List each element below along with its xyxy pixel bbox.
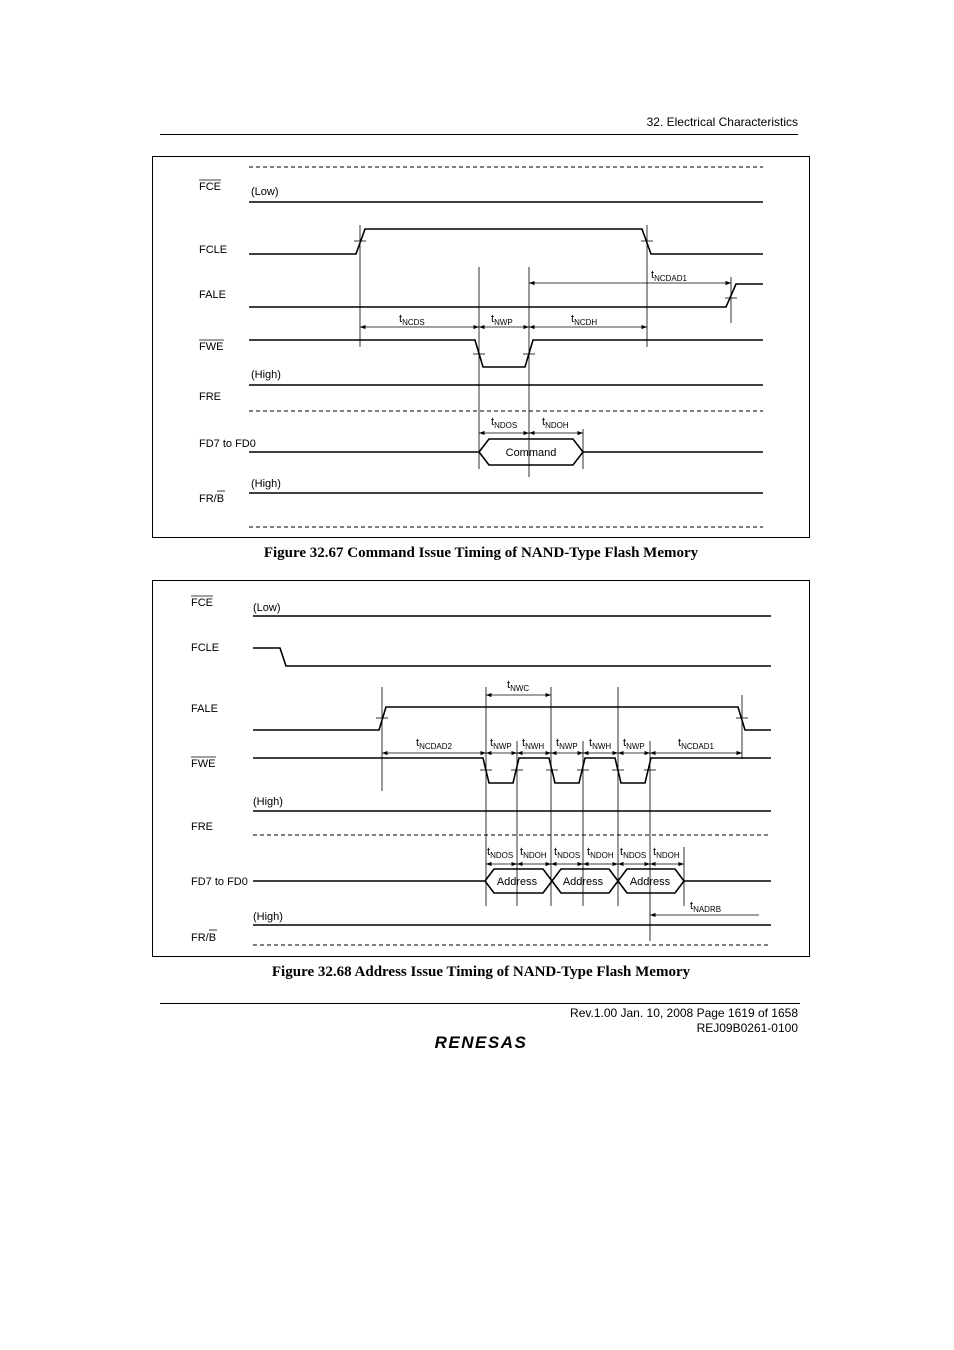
figure-address-issue-timing [152, 580, 810, 957]
timing-label-nwh-2: $t_{NWH}$ [589, 737, 612, 751]
signal-label-fwe: FWE [199, 341, 224, 353]
waveform-fale [249, 284, 763, 307]
timing-label-nwp: $t_{NWP}$ [491, 313, 513, 327]
timing-label-ndoh-3: $t_{NDOH}$ [653, 846, 680, 860]
timing-label-ndos-3: $t_{NDOS}$ [620, 846, 647, 860]
renesas-logo: RENESAS [434, 1033, 528, 1052]
timing-label-nwp-1: $t_{NWP}$ [490, 737, 512, 751]
timing-diagram-address [153, 581, 809, 956]
waveform-fwe [249, 340, 763, 367]
timing-label-ndos-2: $t_{NDOS}$ [554, 846, 581, 860]
timing-label-ncdad1: $t_{NCDAD1}$ [678, 737, 714, 751]
timing-label-ndoh: $t_{NDOH}$ [542, 416, 569, 430]
signal-label-fce: FCE [191, 597, 213, 609]
signal-label-fwe: FWE [191, 758, 216, 770]
timing-diagram-command [153, 157, 809, 537]
state-low-fce: (Low) [253, 602, 281, 614]
figure-command-issue-timing [152, 156, 810, 538]
data-box-address-2-label: Address [562, 876, 604, 888]
page-header: 32. Electrical Characteristics [646, 115, 798, 129]
data-box-command-label: Command [505, 447, 557, 459]
header-rule [160, 134, 798, 135]
signal-label-frb: FR/B [191, 932, 217, 944]
timing-label-ndos: $t_{NDOS}$ [491, 416, 518, 430]
timing-label-nwc: $t_{NWC}$ [507, 679, 530, 693]
figure-2-caption: Figure 32.68 Address Issue Timing of NAND-Type Flash Memory [271, 964, 691, 980]
state-low-fce: (Low) [251, 186, 279, 198]
timing-label-ndos-1: $t_{NDOS}$ [487, 846, 514, 860]
signal-label-fre: FRE [191, 821, 213, 833]
data-box-address-3-label: Address [629, 876, 671, 888]
timing-label-ndoh-2: $t_{NDOH}$ [587, 846, 614, 860]
waveform-fcle [249, 229, 763, 254]
waveform-fale [253, 707, 771, 730]
signal-label-fce: FCE [199, 181, 221, 193]
footer-doc-number: REJ09B0261-0100 [696, 1021, 798, 1035]
timing-label-nwp-3: $t_{NWP}$ [623, 737, 645, 751]
state-high-fre: (High) [251, 369, 281, 381]
waveform-fcle [253, 648, 771, 666]
timing-label-nadrb: $t_{NADRB}$ [690, 900, 722, 914]
state-high-frb: (High) [253, 911, 283, 923]
state-high-fre: (High) [253, 796, 283, 808]
timing-label-ncdad1: $t_{NCDAD1}$ [651, 269, 687, 283]
timing-label-ncdh: $t_{NCDH}$ [571, 313, 598, 327]
signal-label-fre: FRE [199, 391, 221, 403]
signal-label-fale: FALE [191, 703, 218, 715]
footer-rule [160, 1003, 800, 1004]
timing-label-ndoh-1: $t_{NDOH}$ [520, 846, 547, 860]
timing-label-ncds: $t_{NCDS}$ [399, 313, 425, 327]
timing-label-nwp-2: $t_{NWP}$ [556, 737, 578, 751]
signal-label-frb: FR/B [199, 493, 225, 505]
signal-label-fcle: FCLE [191, 642, 220, 654]
data-box-address-1-label: Address [496, 876, 538, 888]
timing-label-ncdad2: $t_{NCDAD2}$ [416, 737, 452, 751]
timing-label-nwh-1: $t_{NWH}$ [522, 737, 545, 751]
signal-label-fd: FD7 to FD0 [199, 438, 256, 450]
state-high-frb: (High) [251, 478, 281, 490]
footer-revision: Rev.1.00 Jan. 10, 2008 Page 1619 of 1658 [570, 1006, 798, 1020]
signal-label-fale: FALE [199, 289, 226, 301]
signal-label-fd: FD7 to FD0 [191, 876, 248, 888]
figure-1-caption: Figure 32.67 Command Issue Timing of NAND-Type Flash Memory [263, 545, 699, 561]
signal-label-fcle: FCLE [199, 244, 228, 256]
waveform-fwe [253, 758, 771, 783]
